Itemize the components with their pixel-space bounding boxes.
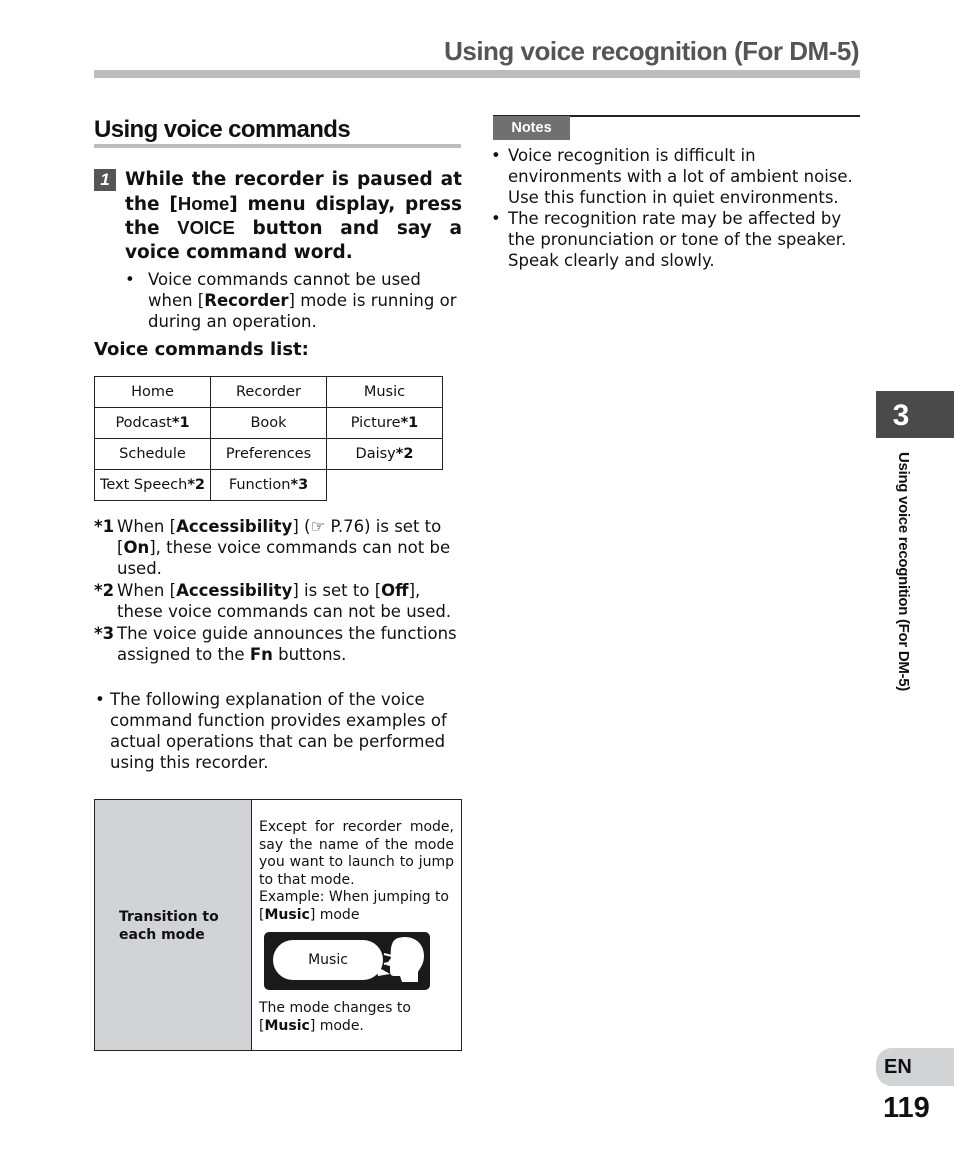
voice-button-label: VOICE (177, 217, 235, 238)
commands-list-title: Voice commands list: (94, 339, 309, 360)
step-instruction (125, 168, 462, 264)
table-cell: Recorder (211, 377, 327, 408)
table-cell: Home (95, 377, 211, 408)
note-text-part: Voice commands cannot be used when [ (148, 270, 421, 310)
voice-commands-table (94, 376, 443, 501)
note-item (491, 145, 860, 208)
speaking-head-icon (382, 934, 428, 988)
step-text-part: ] menu display, press the (125, 193, 462, 239)
language-label: EN (884, 1056, 912, 1078)
empty-cell (327, 470, 443, 501)
note-text-part: ] mode is running or during an operation. (148, 291, 457, 331)
section-title: Using voice commands (94, 116, 351, 143)
example-result: The mode changes to [Music] mode. (259, 1000, 411, 1034)
page-number: 119 (883, 1092, 930, 1124)
explanation-bullet (95, 689, 465, 773)
step-text-part: While the recorder is paused at the [ (125, 169, 462, 215)
table-cell: Function*3 (211, 470, 327, 501)
section-rule (94, 144, 461, 148)
table-cell: Schedule (95, 439, 211, 470)
footnote-2: *2 When [Accessibility] is set to [Off], these voice commands can not be used. (94, 581, 452, 621)
bullet-icon: • (125, 270, 135, 289)
footnote-mark: *1 (94, 517, 115, 536)
table-cell: Text Speech*2 (95, 470, 211, 501)
table-row (95, 470, 443, 501)
side-chapter-label-text: Using voice recognition (For DM-5) (895, 452, 912, 691)
footnote-3: *3 The voice guide announces the functions assigned to the Fn buttons. (94, 624, 457, 664)
footnote-mark: *3 (94, 624, 115, 643)
home-key-label: Home (177, 192, 230, 214)
header-rule (94, 70, 860, 78)
side-chapter-label (890, 452, 912, 734)
step-text-part: button and say a voice command word. (125, 218, 462, 263)
page-header-title: Using voice recognition (For DM-5) (444, 36, 859, 66)
chapter-number: 3 (892, 399, 910, 432)
table-cell: Podcast*1 (95, 408, 211, 439)
bullet-icon: • (491, 209, 501, 228)
table-cell: Picture*1 (327, 408, 443, 439)
speech-illustration (264, 932, 432, 992)
note-text: The recognition rate may be affected by the pronunciation or tone of the speaker. Speak clearly and slowly. (508, 209, 847, 270)
footnote-1: *1 When [Accessibility] (☞ P.76) is set to [On], these voice commands can not be used. (94, 517, 451, 578)
note-item (491, 208, 860, 271)
note-text: Voice recognition is difficult in environments with a lot of ambient noise. Use this function in quiet environments. (508, 146, 853, 207)
table-cell: Music (327, 377, 443, 408)
bullet-icon: • (95, 690, 105, 709)
bullet-icon: • (491, 146, 501, 165)
example-instruction: Example: When jumping to [Music] mode (259, 889, 449, 923)
footnote-mark: *2 (94, 581, 115, 600)
note-bold-term: Recorder (204, 291, 289, 310)
step-note (125, 269, 465, 332)
notes-heading: Notes (493, 116, 570, 140)
table-cell: Book (211, 408, 327, 439)
explanation-text: The following explanation of the voice command function provides examples of actual operations that can be performed using this recorder. (110, 690, 447, 772)
spoken-word: Music (308, 952, 348, 968)
table-row (95, 408, 443, 439)
example-content-cell (259, 819, 454, 1035)
example-table (94, 799, 462, 1051)
example-description: Except for recorder mode, say the name of the mode you want to launch to jump to that mode. (259, 819, 454, 888)
example-label-cell (95, 800, 252, 1050)
table-cell: Daisy*2 (327, 439, 443, 470)
table-row (95, 439, 443, 470)
example-label: Transition to each mode (119, 909, 219, 943)
step-number-badge: 1 (94, 169, 116, 191)
table-cell: Preferences (211, 439, 327, 470)
table-row (95, 377, 443, 408)
